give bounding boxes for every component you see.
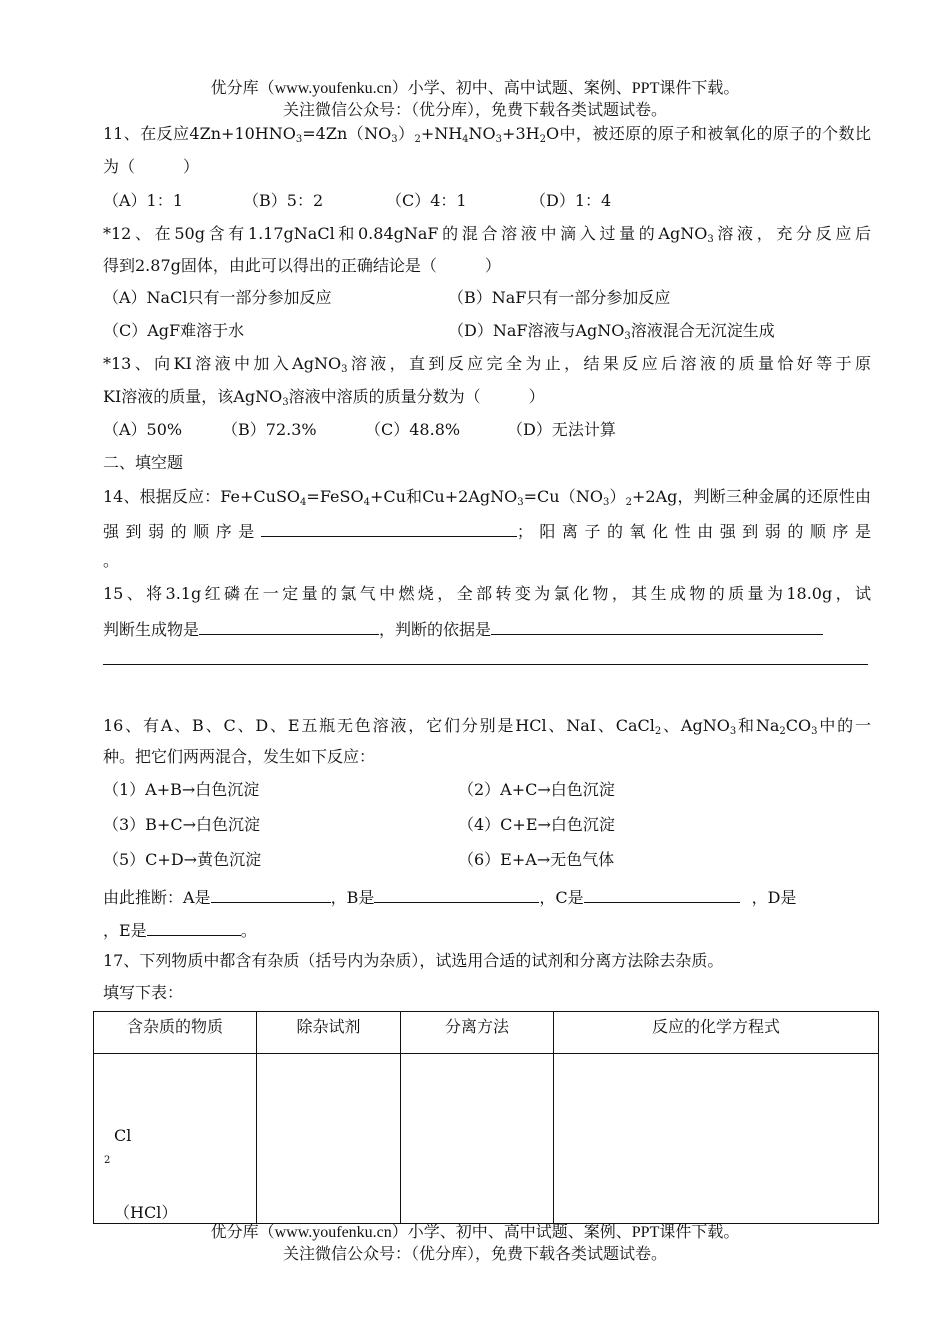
table-header-cell: 分离方法 — [401, 1012, 554, 1054]
table-header-cell: 反应的化学方程式 — [554, 1012, 879, 1054]
header-line-2: 关注微信公众号：（优分库），免费下载各类试题试卷。 — [282, 102, 667, 119]
q16-inference-line-2: ，E是 。 — [103, 917, 871, 942]
q12-option-b: （B）NaF只有一部分参加反应 — [448, 288, 671, 307]
q17-line-2: 填写下表： — [103, 983, 184, 1002]
q11-stem-line-1: 11、在反应$4Zn+10HNO_3=4Zn(NO_3)_2+NH_4NO_3+3H_2O$中，被还原的原子和被氧化的原子的个数比 — [103, 124, 871, 145]
q12-stem-line-2: 得到2.87g固体，由此可以得出的正确结论是（ ） — [103, 256, 501, 275]
q16-reaction-3: （3）B+C→白色沉淀 — [103, 815, 260, 834]
q12-option-c: （C）AgF难溶于水 — [103, 321, 245, 340]
q16-line-2: 种。把它们两两混合，发生如下反应： — [103, 747, 376, 766]
q15-answer-blank-2[interactable] — [491, 616, 823, 635]
q11-option-d: （D）1：4 — [530, 191, 612, 210]
q15-line-2: 判断生成物是 ，判断的依据是 — [103, 616, 871, 641]
q14-line-3: 。 — [103, 551, 120, 570]
q14-line-1: 14、根据反应：Fe+CuSO$_4$=FeSO$_4$+Cu和$Cu+2AgNO_3=Cu(NO_3)_2+2Ag$，判断三种金属的还原性由 — [103, 487, 871, 508]
q16-blank-a[interactable] — [211, 884, 331, 903]
q13-option-c: （C）48.8% — [365, 420, 461, 439]
q15-line-1: 15、将3.1g红磷在一定量的氯气中燃烧，全部转变为氯化物，其生成物的质量为18.0g，试 — [103, 584, 871, 603]
q16-reaction-1: （1）A+B→白色沉淀 — [103, 780, 260, 799]
q14-answer-blank-1[interactable] — [261, 518, 517, 537]
header-line-1: 优分库（www.youfenku.cn）小学、初中、高中试题、案例、PPT课件下载。 — [210, 80, 740, 97]
table-cell-reagent[interactable] — [257, 1054, 401, 1224]
footer-line-2: 关注微信公众号：（优分库），免费下载各类试题试卷。 — [282, 1246, 667, 1263]
q12-option-d: （D）NaF溶液与AgNO$_3$溶液混合无沉淀生成 — [448, 321, 775, 342]
q17-line-1: 17、下列物质中都含有杂质（括号内为杂质），试选用合适的试剂和分离方法除去杂质。 — [103, 951, 724, 970]
table-header-cell: 含杂质的物质 — [94, 1012, 257, 1054]
q16-blank-e[interactable] — [147, 917, 241, 936]
footer-line-1: 优分库（www.youfenku.cn）小学、初中、高中试题、案例、PPT课件下载。 — [210, 1224, 740, 1241]
q16-inference-line: 由此推断：A是 ，B是 ，C是 ，D是 — [103, 884, 871, 909]
table-row — [94, 1054, 879, 1224]
q13-stem-line-1: *13、向KI溶液中加入AgNO$_3$溶液，直到反应完全为止，结果反应后溶液的质量恰好等于原 — [103, 354, 871, 375]
table-cell-method[interactable] — [401, 1054, 554, 1224]
q15-answer-rule[interactable] — [103, 664, 868, 665]
impurity-table — [93, 1011, 879, 1224]
table-header-cell: 除杂试剂 — [257, 1012, 401, 1054]
q11-option-a: （A）1：1 — [103, 191, 183, 210]
q16-reaction-6: （6）E+A→无色气体 — [458, 850, 615, 869]
q12-option-a: （A）NaCl只有一部分参加反应 — [103, 288, 332, 307]
q13-option-d: （D）无法计算 — [507, 420, 616, 439]
table-cell-equation[interactable] — [554, 1054, 879, 1224]
section-heading: 二、填空题 — [103, 453, 184, 472]
q11-stem-line-2: 为（ ） — [103, 157, 200, 176]
table-header-row — [94, 1012, 879, 1054]
q16-reaction-4: （4）C+E→白色沉淀 — [458, 815, 615, 834]
q11-option-b: （B）5：2 — [243, 191, 324, 210]
q13-stem-line-2: KI溶液的质量，该AgNO$_3$溶液中溶质的质量分数为（ ） — [103, 387, 545, 408]
q14-line-2: 强到弱的顺序是 ；阳离子的氧化性由强到弱的顺序是 — [103, 518, 871, 543]
q11-option-c: （C）4：1 — [386, 191, 467, 210]
q13-option-a: （A）50% — [103, 420, 183, 439]
q16-blank-c[interactable] — [584, 884, 740, 903]
q13-option-b: （B）72.3% — [222, 420, 317, 439]
q16-reaction-2: （2）A+C→白色沉淀 — [458, 780, 615, 799]
table-cell-substance: Cl $_2$ （HCl） — [94, 1054, 257, 1224]
q16-reaction-5: （5）C+D→黄色沉淀 — [103, 850, 262, 869]
q12-stem-line-1: *12、在50g含有1.17gNaCl和0.84gNaF的混合溶液中滴入过量的AgNO$_3$溶液，充分反应后 — [103, 224, 871, 245]
q16-line-1: 16、有A、B、C、D、E五瓶无色溶液，它们分别是HCl、NaI、CaCl$_2$、AgNO$_3$和$Na_2CO_3$中的一 — [103, 716, 871, 737]
q15-answer-blank-1[interactable] — [199, 616, 379, 635]
q16-blank-b[interactable] — [374, 884, 539, 903]
